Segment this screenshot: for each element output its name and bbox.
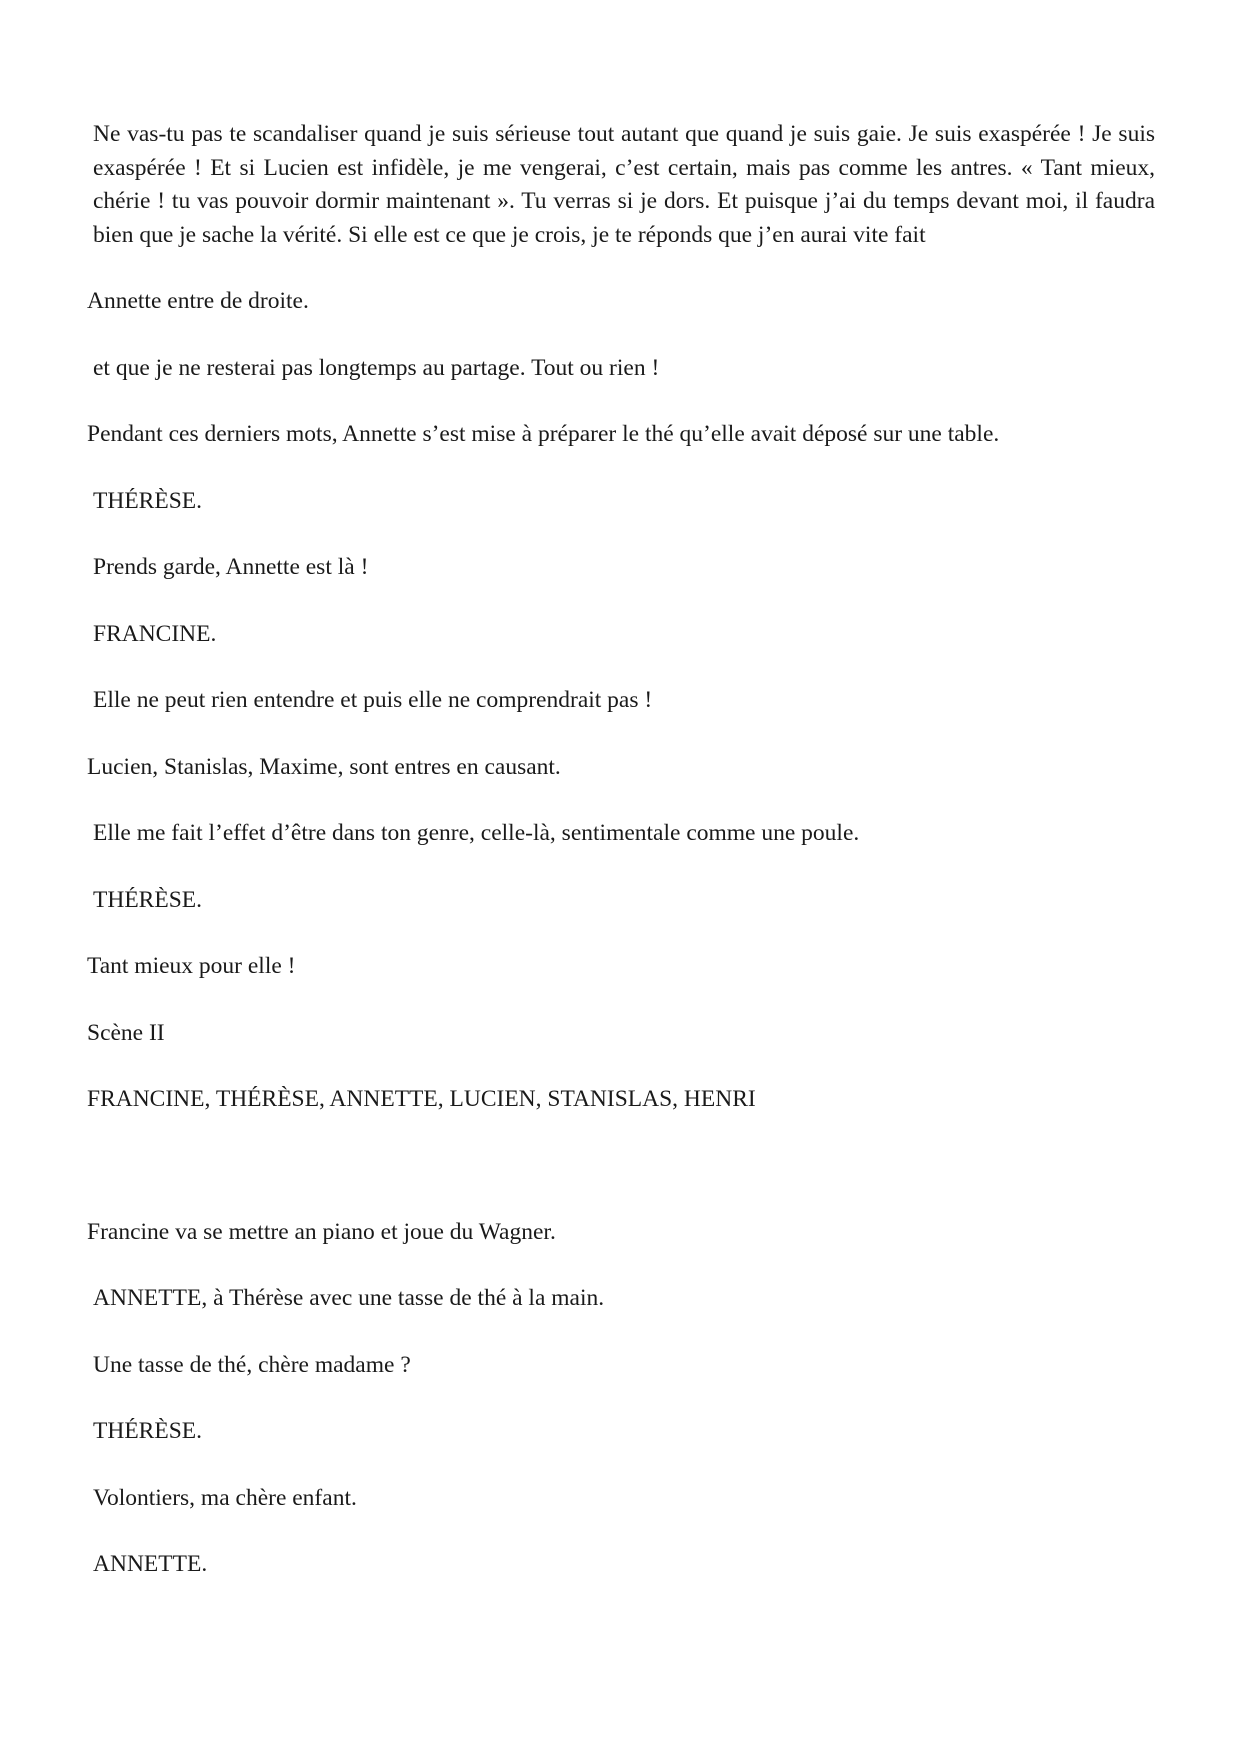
dialogue-une-tasse-de-the: Une tasse de thé, chère madame ? (93, 1351, 411, 1378)
scene-heading: Scène II (87, 1019, 165, 1046)
dialogue-volontiers: Volontiers, ma chère enfant. (93, 1484, 357, 1511)
dialogue-francine-exasperation: Ne vas-tu pas te scandaliser quand je suis sérieuse tout autant que quand je suis gaie. Je suis exaspérée ! Je suis exaspérée ! Et si Lucien est infidèle, je me vengerai, c’est certain, mais pas comme les antres. « Tant mieux, chérie ! tu vas pouvoir dormir maintenant ». Tu verras si je dors. Et puisque j’ai du temps devant moi, il faudra bien que je sache la vérité. Si elle est ce que je crois, je te réponds que j’en aurai vite fait (93, 121, 1155, 248)
document-page (87, 118, 1155, 1615)
dialogue-elle-ne-peut-rien: Elle ne peut rien entendre et puis elle ne comprendrait pas ! (93, 687, 653, 713)
stage-direction-annette-enters: Annette entre de droite. (87, 288, 309, 314)
stage-direction-men-enter: Lucien, Stanislas, Maxime, sont entres en causant. (87, 753, 561, 780)
speaker-annette-with-tea: ANNETTE, à Thérèse avec une tasse de thé à la main. (93, 1285, 605, 1311)
speaker-annette: ANNETTE. (93, 1551, 208, 1577)
scene-characters: FRANCINE, THÉRÈSE, ANNETTE, LUCIEN, STANISLAS, HENRI (87, 1086, 756, 1112)
speaker-therese: THÉRÈSE. (93, 487, 203, 514)
stage-direction-francine-piano: Francine va se mettre an piano et joue du Wagner. (87, 1218, 556, 1245)
dialogue-prends-garde: Prends garde, Annette est là ! (93, 554, 369, 580)
dialogue-tout-ou-rien: et que je ne resterai pas longtemps au partage. Tout ou rien ! (93, 354, 660, 381)
speaker-therese: THÉRÈSE. (93, 1418, 203, 1444)
stage-direction-annette-prepares-tea: Pendant ces derniers mots, Annette s’est mise à préparer le thé qu’elle avait déposé sur une table. (87, 421, 1000, 447)
dialogue-sentimentale: Elle me fait l’effet d’être dans ton genre, celle-là, sentimentale comme une poule. (93, 820, 860, 846)
speaker-francine: FRANCINE. (93, 620, 217, 647)
speaker-therese: THÉRÈSE. (93, 886, 203, 913)
dialogue-tant-mieux: Tant mieux pour elle ! (87, 953, 296, 979)
